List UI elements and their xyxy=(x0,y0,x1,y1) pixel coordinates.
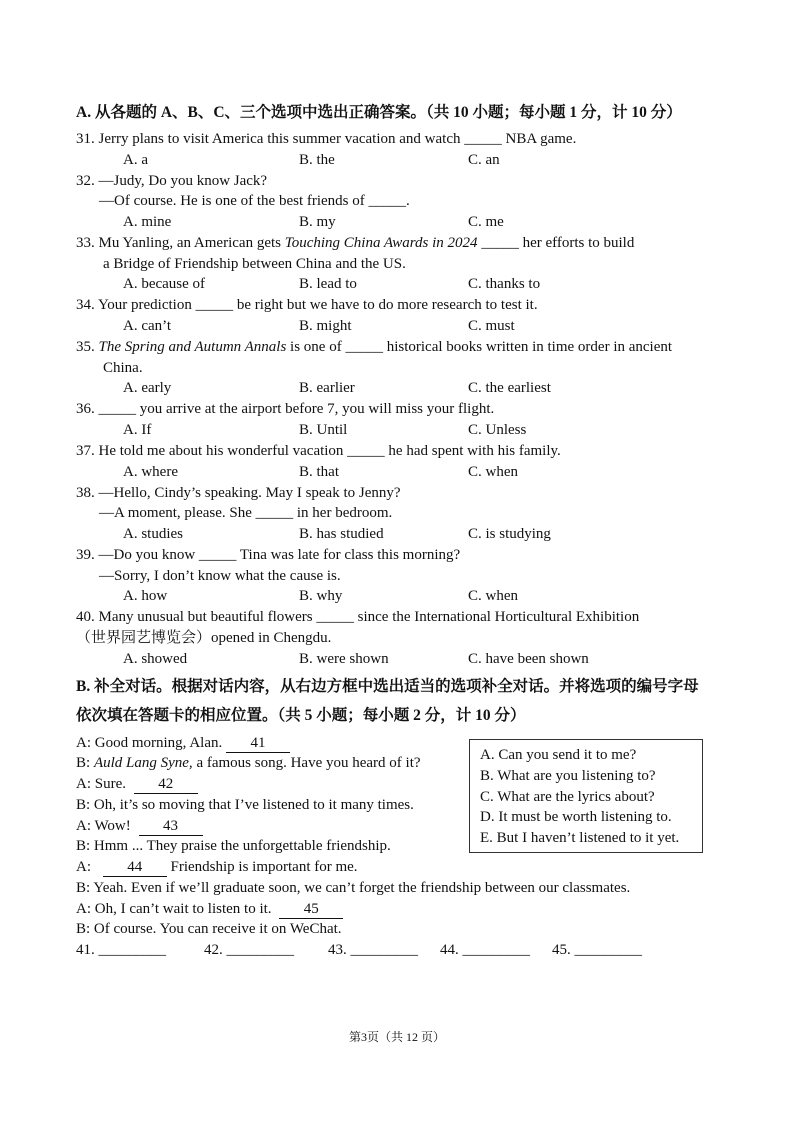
dialogue-line-7: A: 44 Friendship is important for me. xyxy=(76,859,358,875)
q31-option-a: A. a xyxy=(123,152,148,168)
q33-option-a: A. because of xyxy=(123,276,206,292)
song-title: Auld Lang Syne, xyxy=(93,755,193,771)
answer-slot-43[interactable]: 43. _________ xyxy=(328,942,418,958)
question-40: 40. Many unusual but beautiful flowers _____ since the International Horticultural Exhibition xyxy=(76,609,640,625)
q34-option-a: A. can’t xyxy=(123,318,172,334)
blank-41: 41 xyxy=(226,734,290,753)
blank-44: 44 xyxy=(103,858,167,877)
dialogue-line-3: A: Sure. 42 xyxy=(76,774,198,794)
q31-option-b: B. the xyxy=(299,152,335,168)
dialogue-line-8: B: Yeah. Even if we’ll graduate soon, we can’t forget the friendship between our classmates. xyxy=(76,880,631,896)
box-option-a: A. Can you send it to me? xyxy=(480,747,637,763)
q32-option-c: C. me xyxy=(468,214,504,230)
options-box xyxy=(469,739,703,853)
box-option-b: B. What are you listening to? xyxy=(480,767,656,784)
dialogue-line-4: B: Oh, it’s so moving that I’ve listened to it many times. xyxy=(76,797,414,813)
blank-42: 42 xyxy=(134,775,198,794)
q35-option-b: B. earlier xyxy=(299,380,355,396)
q33-option-c: C. thanks to xyxy=(468,276,541,292)
dialogue-line-5: A: Wow! 43 xyxy=(76,816,203,836)
question-35: 35. The Spring and Autumn Annals is one of _____ historical books written in time order in ancient xyxy=(76,339,673,355)
question-36: 36. _____ you arrive at the airport before 7, you will miss your flight. xyxy=(76,401,495,417)
dialogue-line-10: B: Of course. You can receive it on WeChat. xyxy=(76,921,342,937)
dialogue-line-6: B: Hmm ... They praise the unforgettable friendship. xyxy=(76,838,391,854)
answer-slot-44[interactable]: 44. _________ xyxy=(440,942,530,958)
q35-option-c: C. the earliest xyxy=(468,380,551,396)
q37-option-a: A. where xyxy=(123,464,178,480)
q38-option-a: A. studies xyxy=(123,526,183,542)
question-33: 33. Mu Yanling, an American gets Touching China Awards in 2024 _____ her efforts to build xyxy=(76,235,635,251)
q33-option-b: B. lead to xyxy=(299,276,357,292)
section-b-heading-line-2: 依次填在答题卡的相应位置。（共 5 小题；每小题 2 分，计 10 分） xyxy=(76,707,526,724)
question-40-line-2: （世界园艺博览会）opened in Chengdu. xyxy=(76,630,332,646)
answer-slot-42[interactable]: 42. _________ xyxy=(204,942,294,958)
dialogue-line-1: A: Good morning, Alan. 41 xyxy=(76,733,290,753)
question-37: 37. He told me about his wonderful vacation _____ he had spent with his family. xyxy=(76,443,561,459)
section-a-heading: A. 从各题的 A、B、C、三个选项中选出正确答案。（共 10 小题；每小题 1 分，计 10 分） xyxy=(76,104,682,121)
q36-option-b: B. Until xyxy=(299,422,348,438)
dialogue-line-9: A: Oh, I can’t wait to listen to it. 45 xyxy=(76,899,343,919)
q39-option-a: A. how xyxy=(123,588,168,604)
question-39: 39. —Do you know _____ Tina was late for class this morning? xyxy=(76,547,461,563)
page-number: 第3页（共 12 页） xyxy=(348,1030,445,1044)
box-option-d: D. It must be worth listening to. xyxy=(480,809,672,826)
question-38-line-2: —A moment, please. She _____ in her bedroom. xyxy=(99,505,393,521)
q39-option-c: C. when xyxy=(468,588,518,604)
q37-option-c: C. when xyxy=(468,464,518,480)
question-34: 34. Your prediction _____ be right but we have to do more research to test it. xyxy=(76,297,538,313)
q40-option-c: C. have been shown xyxy=(468,651,589,667)
blank-45: 45 xyxy=(279,900,343,919)
q36-option-c: C. Unless xyxy=(468,422,527,438)
answer-slot-41[interactable]: 41. _________ xyxy=(76,942,166,958)
q31-option-c: C. an xyxy=(468,152,500,168)
question-38: 38. —Hello, Cindy’s speaking. May I speak to Jenny? xyxy=(76,485,401,501)
q37-option-b: B. that xyxy=(299,464,339,480)
q38-option-b: B. has studied xyxy=(299,526,384,542)
blank-43: 43 xyxy=(139,817,203,836)
dialogue-line-2: B: Auld Lang Syne, a famous song. Have you heard of it? xyxy=(76,755,421,771)
q38-option-c: C. is studying xyxy=(468,526,551,542)
q34-option-b: B. might xyxy=(299,318,352,334)
q34-option-c: C. must xyxy=(468,318,515,334)
question-33-line-2: a Bridge of Friendship between China and the US. xyxy=(103,256,406,272)
q36-option-a: A. If xyxy=(123,422,152,438)
q35-option-a: A. early xyxy=(123,380,172,396)
question-35-line-2: China. xyxy=(103,360,143,376)
box-option-e: E. But I haven’t listened to it yet. xyxy=(480,830,680,847)
q39-option-b: B. why xyxy=(299,588,343,604)
book-title: The Spring and Autumn Annals xyxy=(98,339,287,355)
question-32-line-2: —Of course. He is one of the best friends of _____. xyxy=(99,193,410,209)
box-option-c: C. What are the lyrics about? xyxy=(480,788,655,805)
answer-slot-45[interactable]: 45. _________ xyxy=(552,942,642,958)
q40-option-a: A. showed xyxy=(123,651,188,667)
award-title: Touching China Awards in 2024 xyxy=(284,235,478,251)
q32-option-b: B. my xyxy=(299,214,336,230)
question-31: 31. Jerry plans to visit America this summer vacation and watch _____ NBA game. xyxy=(76,131,577,147)
q32-option-a: A. mine xyxy=(123,214,172,230)
section-b-heading: B. 补全对话。根据对话内容，从右边方框中选出适当的选项补全对话。并将选项的编号字母 xyxy=(76,678,699,695)
question-32: 32. —Judy, Do you know Jack? xyxy=(76,173,268,189)
q40-option-b: B. were shown xyxy=(299,651,389,667)
question-39-line-2: —Sorry, I don’t know what the cause is. xyxy=(99,568,341,584)
